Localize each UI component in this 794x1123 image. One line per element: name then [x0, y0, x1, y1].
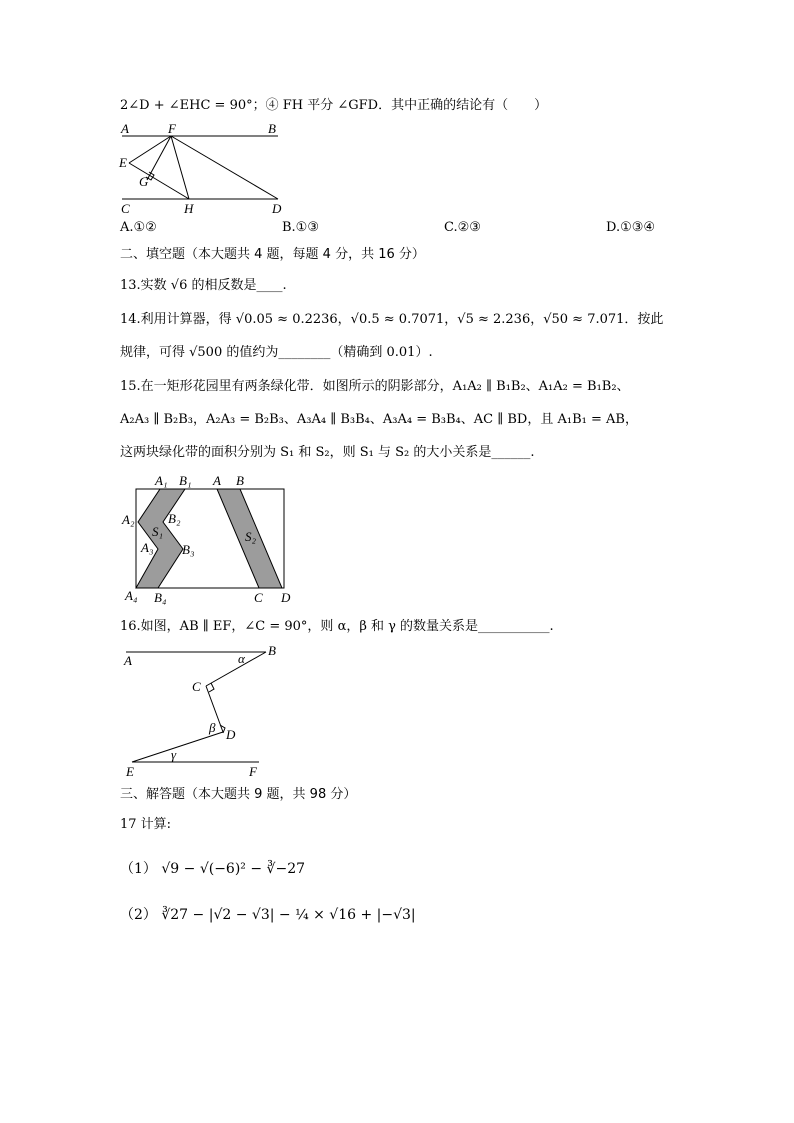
q12-figure — [115, 120, 290, 215]
q16-text: 16.如图，AB ∥ EF，∠C = 90°，则 α，β 和 γ 的数量关系是___________. — [120, 619, 554, 634]
label-a: A — [213, 473, 221, 488]
q13-text: 13.实数 √6 的相反数是____. — [120, 278, 287, 293]
label-b3: B₃ — [182, 542, 195, 557]
q12-statement-tail: 2∠D + ∠EHC = 90°；④ FH 平分 ∠GFD．其中正确的结论有（ ） — [120, 98, 548, 113]
label-c: C — [121, 201, 130, 215]
q16-figure — [118, 640, 288, 780]
label-s2: S₂ — [245, 529, 257, 544]
label-alpha: α — [238, 651, 245, 666]
q15-line-3: 这两块绿化带的面积分别为 S₁ 和 S₂，则 S₁ 与 S₂ 的大小关系是______. — [120, 445, 535, 460]
q14-line-1: 14.利用计算器，得 √0.05 ≈ 0.2236，√0.5 ≈ 0.7071，√5 ≈ 2.236，√50 ≈ 7.071．按此 — [120, 312, 664, 327]
label-gamma: γ — [171, 747, 177, 762]
q12-option-d[interactable]: D.①③④ — [606, 220, 656, 235]
q17-title: 17 计算: — [120, 817, 172, 832]
q12-option-c[interactable]: C.②③ — [444, 220, 481, 235]
label-e: E — [126, 764, 134, 779]
section-2-title: 二、填空题（本大题共 4 题，每题 4 分，共 16 分） — [120, 247, 425, 262]
label-b: B — [236, 473, 244, 488]
q12-option-b[interactable]: B.①③ — [282, 220, 319, 235]
label-g: G — [139, 174, 149, 189]
section-3-title: 三、解答题（本大题共 9 题，共 98 分） — [120, 787, 357, 802]
q15-line-2: A₂A₃ ∥ B₂B₃，A₂A₃ = B₂B₃、A₃A₄ ∥ B₃B₄、A₃A₄ = B₃B₄、AC ∥ BD，且 A₁B₁ = AB， — [120, 412, 638, 427]
segment-fd — [171, 136, 278, 199]
label-f: F — [168, 121, 176, 136]
label-b: B — [268, 643, 276, 658]
segment-de — [132, 732, 223, 762]
label-f: F — [249, 764, 257, 779]
label-a1: A₁ — [155, 473, 168, 488]
label-a3: A₃ — [141, 540, 154, 555]
label-c: C — [192, 679, 201, 694]
q14-line-2: 规律，可得 √500 的值约为________（精确到 0.01）. — [120, 345, 433, 360]
label-c: C — [254, 590, 263, 605]
label-b4: B₄ — [154, 590, 167, 605]
label-b: B — [268, 121, 276, 136]
label-s1: S₁ — [152, 524, 164, 539]
q17-part-1: （1） √9 − √(−6)² − ∛−27 — [120, 861, 306, 877]
label-beta: β — [209, 720, 216, 735]
q15-line-1: 15.在一矩形花园里有两条绿化带．如图所示的阴影部分，A₁A₂ ∥ B₁B₂、A₁A₂ = B₁B₂、 — [120, 379, 630, 394]
label-b2: B₂ — [168, 511, 181, 526]
label-b1: B₁ — [179, 473, 192, 488]
label-a2: A₂ — [122, 512, 135, 527]
label-e: E — [119, 155, 127, 170]
label-d: D — [272, 201, 282, 215]
label-a4: A₄ — [125, 588, 138, 603]
label-d: D — [281, 590, 291, 605]
label-d: D — [226, 727, 236, 742]
segment-fe — [129, 136, 171, 163]
q15-figure — [118, 472, 298, 607]
label-h: H — [184, 201, 194, 215]
segment-bc — [206, 652, 266, 686]
label-a: A — [124, 653, 132, 668]
q12-option-a[interactable]: A.①② — [120, 220, 157, 235]
label-a: A — [121, 121, 129, 136]
q17-part-2: （2） ∛27 − |√2 − √3| − ¼ × √16 + |−√3| — [120, 907, 416, 923]
